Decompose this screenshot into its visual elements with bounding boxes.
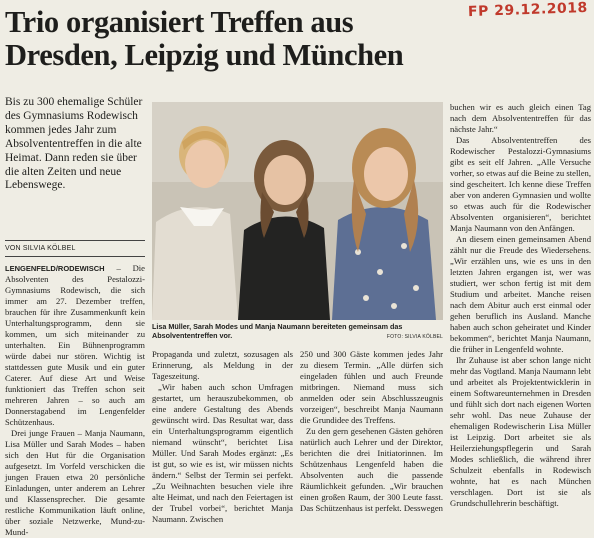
paragraph-text: – Die Absolventen des Pestalozzi-Gymnasiums Rodewisch, die sich immer am 27. Dezember treffen, brauchen für ihre Zusammenkunft kein Unterhaltungsprogramm, denn sie kommen, um sich miteinander zu unterhalten. Ein Bühnenprogramm würde dabei nur stören. Wichtig ist stattdessen gute Musik und ein guter Caterer. Auf diese Art und Weise funktioniert das Treffen schon seit mehreren Jahren – so auch am Donnerstagabend im Lengenfelder Schützenhaus. xyxy=(5,263,145,427)
divider xyxy=(5,256,145,257)
dateline: LENGENFELD/RODEWISCH xyxy=(5,264,105,273)
teaser-text: Bis zu 300 ehemalige Schüler des Gymnasiums Rodewisch kommen jedes Jahr zum Absolvententreffen in die alte Heimat. Dann reden sie über die alten Zeiten und neue Lebenswege. xyxy=(5,96,143,192)
headline-line-2: Dresden, Leipzig und München xyxy=(5,38,404,72)
paragraph: Ihr Zuhause ist aber schon lange nicht mehr das Vogtland. Manja Naumann lebt und arbeitet als Projektentwicklerin in einem Softwareunternehmen in Dresden und fühlt sich dort nach eigenen Worten sehr wohl. Das neue Zuhause der ehemaligen Rodewischerin Lisa Müller ist Leipzig. Dort arbeitet sie als Heilerziehungspflegerin und Sarah Modes schließlich, die während ihrer Schulzeit ebenfalls in Rodewisch wohnte, hat es nach München verschlagen. Dort ist sie als Grundschullehrerin beschäftigt. xyxy=(450,355,591,508)
byline: VON SILVIA KÖLBEL xyxy=(5,240,145,252)
article-column-3 xyxy=(300,349,443,514)
paragraph xyxy=(5,263,145,428)
paragraph: 250 und 300 Gäste kommen jedes Jahr zu diesem Termin. „Alle dürfen sich eingeladen fühlen und auch Freunde mitbringen. Niemand muss sich anmelden oder sein Abschlusszeugnis vorzeigen“, beschreibt Manja Naumann die Grundidee des Treffens. xyxy=(300,349,443,425)
paragraph: buchen wir es auch gleich einen Tag nach dem Absolvententreffen für das nächste Jahr.“ xyxy=(450,102,591,134)
paragraph: Zu den gern gesehenen Gästen gehören natürlich auch Lehrer und der Direktor, berichten die drei Initiatorinnen. Im Schützenhaus Lengenfeld haben die Absolventen auch die passende Räumlichkeit gefunden. „Wir brauchen einen großen Raum, der 300 Leute fasst. Das Schützenhaus ist perfekt. Desswegen xyxy=(300,426,443,513)
article-column-1 xyxy=(5,263,145,538)
handwritten-date-note: FP 29.12.2018 xyxy=(467,0,589,21)
paragraph: Das Absolvententreffen des Rodewischer Pestalozzi-Gymnasiums gibt es seit elf Jahren. „Alle Versuche vorher, so etwas auf die Beine zu stellen, sind gescheitert. Ich kenne diese Treffen aber von anderen Gymnasien und wollte so etwas auch für die Rodewischer Absolventen organisieren“, berichtet Manja Naumann von den Anfängen. xyxy=(450,135,591,233)
paragraph: Propaganda und zuletzt, sozusagen als Erinnerung, als Meldung in der Tageszeitung. xyxy=(152,349,293,381)
paragraph: „Wir haben auch schon Umfragen gestartet, um herauszubekommen, ob eine andere Gestaltung des Abends gewünscht wird. Das Resultat war, dass ein Unterhaltungsprogramm eigentlich niemand wünscht“, berichtet Lisa Müller. Und Sarah Modes ergänzt: „Es ist gut, so wie es ist, wir müssen nichts ändern.“ Selbst der Termin sei perfekt. „Zu Weihnachten besuchen viele ihre alte Heimat, und nach den Feiertagen ist der Trubel vorbei“, berichtet Manja Naumann. Zwischen xyxy=(152,382,293,524)
photo-caption: Lisa Müller, Sarah Modes und Manja Naumann bereiteten gemeinsam das Absolvententreffen vor. xyxy=(152,322,403,341)
photo-credit: FOTO: SILVIA KÖLBEL xyxy=(386,334,443,340)
headline xyxy=(5,6,590,72)
headline-line-1: Trio organisiert Treffen aus xyxy=(5,5,354,39)
article-column-4 xyxy=(450,102,591,509)
article-photo xyxy=(152,102,443,320)
paragraph: An diesem einen gemeinsamen Abend zählt nur die Freude des Wiedersehens. „Wir erzählen uns, wie es uns in den letzten Jahren ergangen ist, wer was studiert, wer schon fertig ist mit dem Studium und arbeitet. Manche reisen nach dem Abitur auch erst einmal oder gehen beruflich ins Ausland. Manche haben auch schon geheiratet und Kinder bekommen“, berichtet Manja Naumann, die früher in Lengenfeld wohnte. xyxy=(450,234,591,354)
article-column-2 xyxy=(152,349,293,525)
paragraph: Drei junge Frauen – Manja Naumann, Lisa Müller und Sarah Modes – haben sich den Hut für die Organisation aufgesetzt. Im Vorfeld verschicken die jungen Frauen etwa 20 persönliche Einladungen, unter anderem an Lehrer und Klassensprecher. Die gesamte restliche Kommunikation läuft online, über soziale Netzwerke, Mund-zu-Mund- xyxy=(5,428,145,537)
